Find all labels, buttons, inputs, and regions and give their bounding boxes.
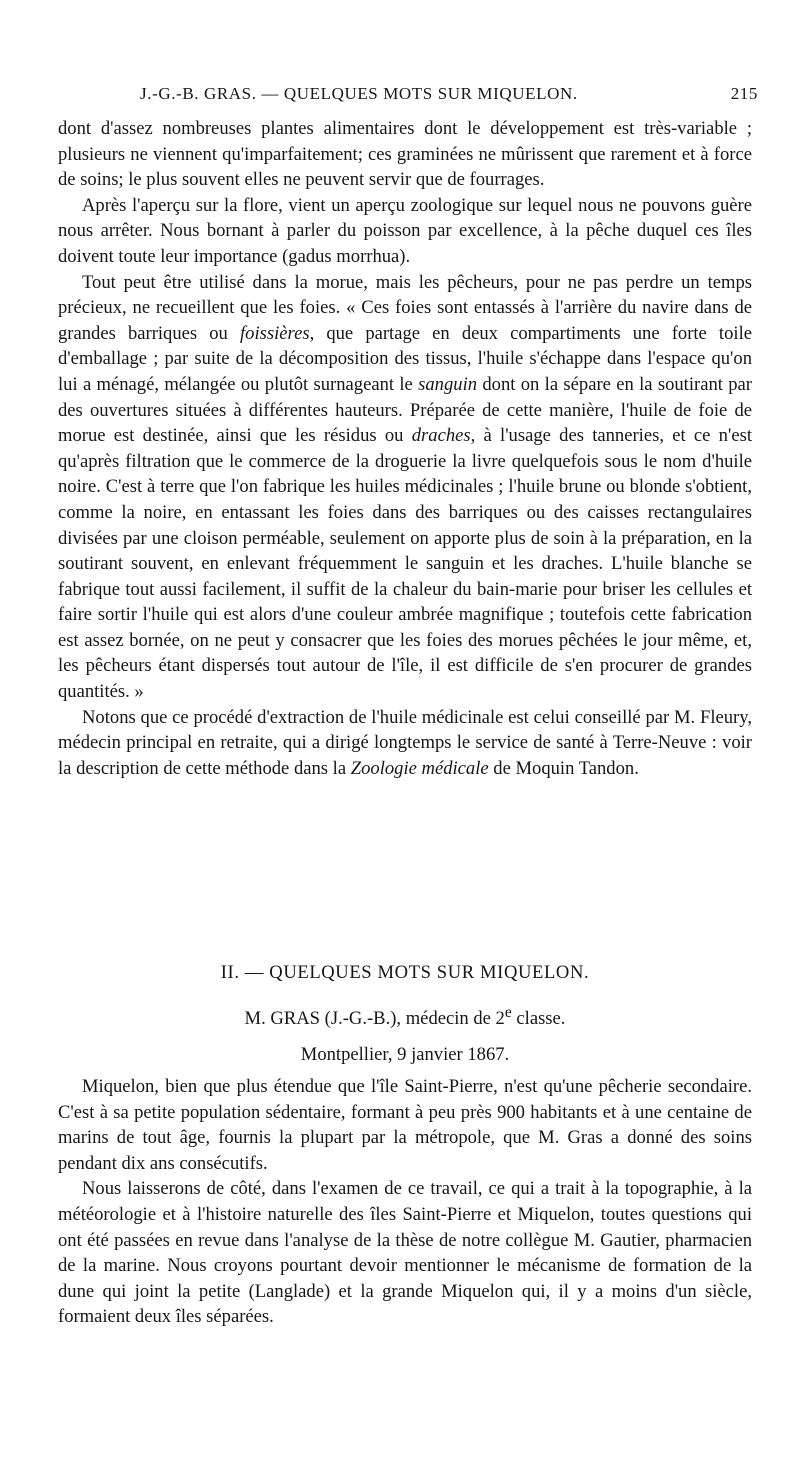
- dateline: Montpellier, 9 janvier 1867.: [300, 1044, 510, 1065]
- italic-term: sanguin: [418, 373, 478, 395]
- section-title-initial: M: [480, 962, 498, 983]
- text-span: Notons que ce procédé d'extraction de l'huile médicinale est celui conseillé par M. Fleury, médecin principal en retraite, qui a dirigé longtemps le service de santé à Terre-Neuve : voir la description de cette méthode dans la: [58, 706, 752, 779]
- section-title-smallcaps: UELQUES MOTS SUR: [283, 962, 481, 983]
- italic-term: draches: [411, 425, 471, 447]
- author-end: classe.: [511, 1008, 566, 1030]
- page-number: 215: [730, 84, 758, 103]
- author-suffix: (J.-G.-B.), médecin de 2: [320, 1008, 505, 1030]
- section-title-initial: Q: [269, 962, 284, 983]
- author-initial: G: [270, 1008, 284, 1030]
- section-number: II. —: [220, 962, 265, 983]
- section-title: [58, 962, 752, 984]
- section-title-smallcaps: IQUELON.: [497, 962, 590, 983]
- text-span: , que partage en deux compartiments une forte toile d'emballage ; par suite de la décomposition des tissus, l'huile s'échappe dans l'espace qu'on lui a ménagé, mélangée ou plutôt surnageant le: [58, 322, 752, 395]
- author-prefix: M.: [244, 1008, 271, 1030]
- running-head: [60, 84, 762, 112]
- paragraph-fleury: [58, 705, 752, 782]
- running-head-title: J.-G.-B. GRAS. — QUELQUES MOTS SUR MIQUELON.: [140, 84, 578, 103]
- section-author: [58, 1004, 752, 1030]
- text-span: Tout peut être utilisé dans la morue, mais les pêcheurs, pour ne pas perdre un temps précieux, ne recueillent que les foies. « Ces foies sont entassés à l'arrière du navire dans de grandes barriques ou: [58, 271, 752, 344]
- italic-term: foissières: [240, 322, 310, 344]
- paragraph-flora-end: dont d'assez nombreuses plantes alimentaires dont le développement est très-variable ; plusieurs ne viennent qu'imparfaitement; ces graminées ne mûrissent que rarement et à force de soins; le plus souvent elles ne peuvent servir que de fourrages.: [58, 118, 752, 191]
- paragraph-dune: Nous laisserons de côté, dans l'examen de ce travail, ce qui a trait à la topographie, à la météorologie et à l'histoire naturelle des îles Saint-Pierre et Miquelon, toutes questions qui ont été passées en revue dans l'analyse de la thèse de notre collègue M. Gautier, pharmacien de la marine. Nous croyons pourtant devoir mentionner le mécanisme de formation de la dune qui joint la petite (Langlade) et la grande Miquelon qui, il y a moins d'un siècle, formaient deux îles séparées.: [58, 1178, 752, 1328]
- author-superscript: e: [504, 1004, 512, 1021]
- paragraph-zoology: Après l'aperçu sur la flore, vient un aperçu zoologique sur lequel nous ne pouvons guère nous arrêter. Nous bornant à parler du poisson par excellence, à la pêche duquel ces îles doivent toute leur importance (gadus morrhua).: [58, 194, 752, 267]
- paragraph-miquelon: Miquelon, bien que plus étendue que l'île Saint-Pierre, n'est qu'une pêcherie secondaire. C'est à sa petite population sédentaire, formant à peu près 900 habitants et à une centaine de marins de tout âge, fournis la plupart par la métropole, que M. Gras a donné des soins pendant dix ans consécutifs.: [58, 1076, 752, 1174]
- text-span: de Moquin Tandon.: [493, 757, 639, 779]
- paragraph-cod-oil: [58, 270, 752, 705]
- italic-term: Zoologie médicale: [350, 757, 489, 779]
- text-span: , à l'usage des tanneries, et ce n'est qu'après filtration que le commerce de la droguerie la livre quelquefois sous le nom d'huile noire. C'est à terre que l'on fabrique les huiles médicinales ; l'huile brune ou blonde s'obtient, comme la noire, en entassant les foies dans des barriques ou des caisses rectangulaires divisées par une cloison perméable, seulement on apporte plus de soin à la préparation, en la soutirant souvent, en enlevant fréquemment le sanguin et les draches. L'huile blanche se fabrique tout aussi facilement, il suffit de la chaleur du bain-marie pour briser les cellules et faire sortir l'huile qui est alors d'une couleur ambrée magnifique ; toutefois cette fabrication est assez bornée, on ne peut y consacrer que les foies des morues pêchées le jour même, et, les pêcheurs étant dispersés tout autour de l'île, il est difficile de s'en procurer de grandes quantités. »: [58, 425, 752, 703]
- body-text-part1: [58, 116, 752, 781]
- body-text-part2: [58, 1074, 752, 1330]
- author-smallcaps: RAS: [283, 1008, 320, 1030]
- text-span: dont on la sépare en la soutirant par des ouvertures situées à différentes hauteurs. Préparée de cette manière, l'huile de foie de morue est destinée, ainsi que les résidus ou: [58, 373, 752, 447]
